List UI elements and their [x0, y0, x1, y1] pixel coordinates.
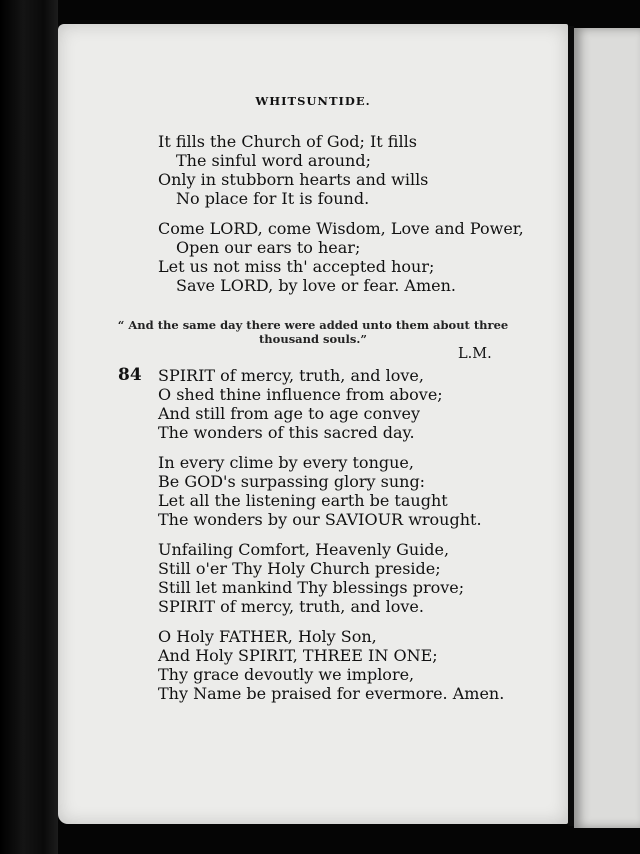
verse-line: O Holy FATHER, Holy Son, — [158, 627, 377, 646]
verse-line: SPIRIT of mercy, truth, and love. — [158, 597, 424, 616]
verse-line: Thy Name be praised for evermore. Amen. — [158, 684, 505, 703]
scripture-quote-line2: thousand souls.” — [258, 332, 367, 346]
verse-line: And Holy SPIRIT, THREE IN ONE; — [158, 646, 438, 665]
verse-line: Still let mankind Thy blessings prove; — [158, 578, 465, 597]
verse-line: Let all the listening earth be taught — [158, 491, 448, 510]
hymn-meter: L.M. — [458, 346, 492, 362]
verse-line: No place for It is found. — [176, 189, 370, 208]
verse-line: Be GOD's surpassing glory sung: — [158, 472, 426, 491]
verse-line: Come LORD, come Wisdom, Love and Power, — [158, 219, 524, 238]
verse-line: The wonders by our SAVIOUR wrought. — [158, 510, 482, 529]
verse-line: Save LORD, by love or fear. Amen. — [176, 276, 456, 295]
verse-line: Open our ears to hear; — [176, 238, 361, 257]
verse-line: It fills the Church of God; It fills — [158, 132, 417, 151]
running-head: WHITSUNTIDE. — [255, 94, 371, 108]
verse-line: The sinful word around; — [176, 151, 371, 170]
verse-line: Still o'er Thy Holy Church preside; — [158, 559, 441, 578]
verse-line: In every clime by every tongue, — [158, 453, 414, 472]
verse-line: Unfailing Comfort, Heavenly Guide, — [158, 540, 450, 559]
verse-line: And still from age to age convey — [158, 404, 420, 423]
verse-line: SPIRIT of mercy, truth, and love, — [158, 366, 424, 385]
verse-line: The wonders of this sacred day. — [158, 423, 415, 442]
verse-line: O shed thine influence from above; — [158, 385, 443, 404]
scripture-quote-line1: “ And the same day there were added unto them about three — [117, 318, 509, 332]
facing-page-edge — [574, 28, 640, 828]
book-spine-left — [0, 0, 58, 854]
verse-line: Let us not miss th' accepted hour; — [158, 257, 435, 276]
hymn-number: 84 — [118, 365, 142, 385]
verse-line: Only in stubborn hearts and wills — [158, 170, 429, 189]
verse-line: Thy grace devoutly we implore, — [158, 665, 415, 684]
